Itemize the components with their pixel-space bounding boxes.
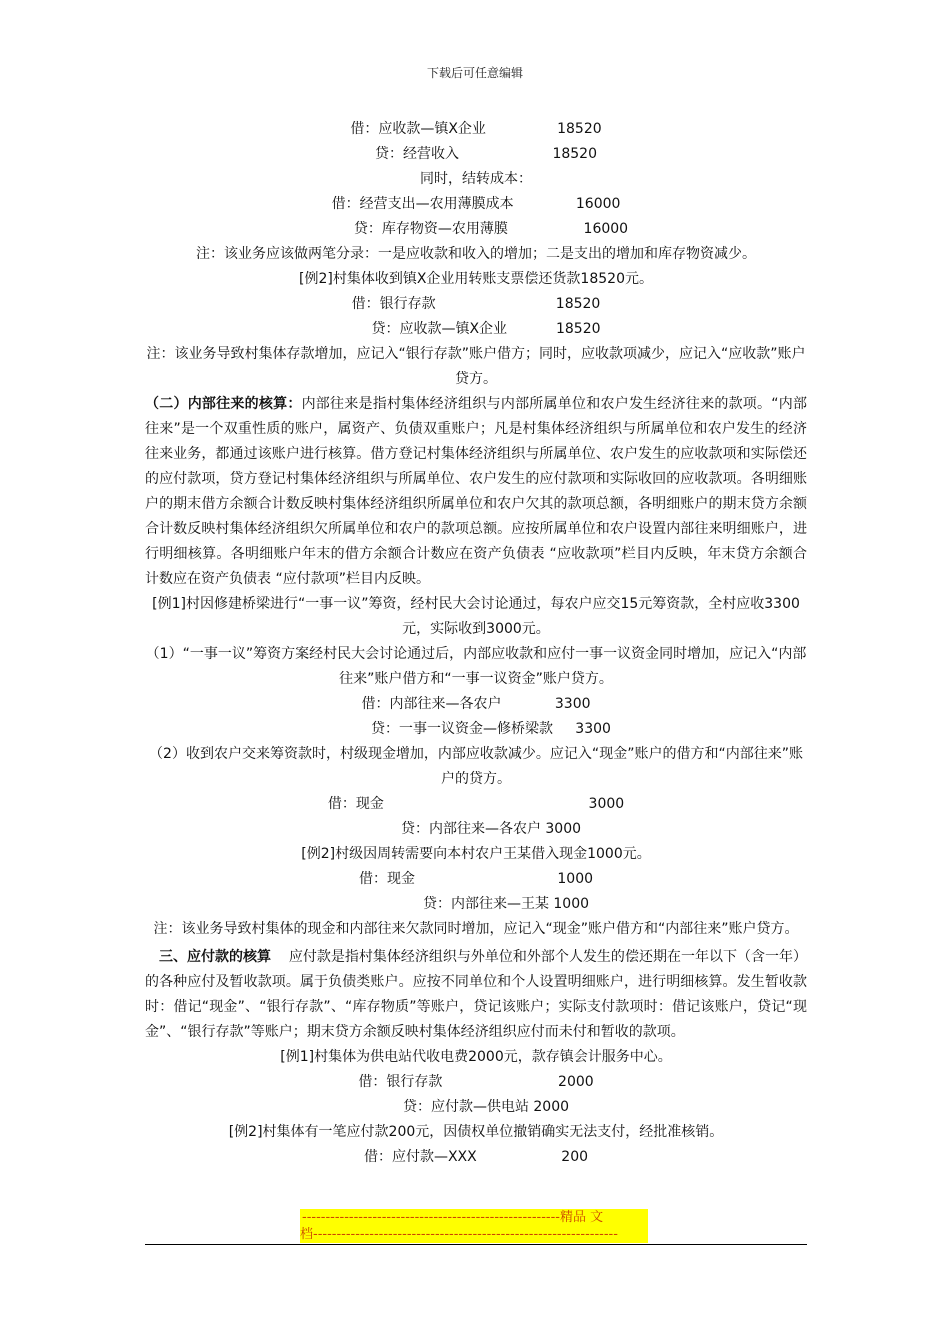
entry-line: 贷：经营收入 18520 — [375, 146, 597, 162]
footer-divider — [145, 1244, 807, 1245]
example-line: [例1]村集体为供电站代收电费2000元，款存镇会计服务中心。 — [280, 1049, 672, 1065]
example-line: [例2]村级因周转需要向本村农户王某借入现金1000元。 — [301, 846, 651, 862]
example-paragraph: [例1]村因修建桥梁进行“一事一议”筹资，经村民大会讨论通过，每农户应交15元筹资款，全村应收3300元，实际收到3000元。 — [152, 596, 800, 637]
step-paragraph: （1）“一事一议”筹资方案经村民大会讨论通过后，内部应收款和应付一事一议资金同时增加，应记入“内部往来”账户借方和“一事一议资金”账户贷方。 — [145, 646, 807, 687]
entry-line: 借：现金 3000 — [327, 796, 625, 812]
section-paragraph — [145, 392, 807, 592]
footer-line: 档----------------------------------------------------------------- — [300, 1227, 618, 1242]
entry-line: 借：经营支出—农用薄膜成本 16000 — [331, 196, 621, 212]
section-text: 内部往来是指村集体经济组织与内部所属单位和农户发生经济往来的款项。“内部往来”是一个双重性质的账户，属资产、负债双重账户；凡是村集体经济组织与所属单位和农户发生的经济往来业务，都通过该账户进行核算。借方登记村集体经济组织与所属单位、农户发生的应收款项和实际偿还的应付款项，贷方登记村集体经济组织与所属单位、农户发生的应付款项和实际收回的应收款项。各明细账户的期末借方余额合计数反映村集体经济组织所属单位和农户欠其的款项总额，各明细账户的期末贷方余额合计数反映村集体经济组织欠所属单位和农户的款项总额。应按所属单位和农户设置内部往来明细账户，进行明细核算。各明细账户年末的借方余额合计数应在资产负债表 “应收款项”栏目内反映，年末贷方余额合计数应在资产负债表 “应付款项”栏目内反映。 — [145, 396, 807, 587]
text-line: 同时，结转成本： — [420, 171, 532, 187]
entry-line: 借：应付款—XXX 200 — [363, 1149, 589, 1165]
entry-line: 贷：库存物资—农用薄膜 16000 — [353, 221, 629, 237]
step-paragraph: （2）收到农户交来筹资款时，村级现金增加，内部应收款减少。应记入“现金”账户的借方和“内部往来”账户的贷方。 — [149, 746, 803, 787]
entry-line: 贷：一事一议资金—修桥梁款 3300 — [371, 721, 611, 737]
entry-line: 借：银行存款 18520 — [351, 296, 601, 312]
entry-line: 借：应收款—镇X企业 18520 — [350, 121, 602, 137]
section-paragraph — [145, 945, 807, 1045]
entry-line: 贷：内部往来—各农户 3000 — [400, 821, 582, 837]
example-line: [例2]村集体收到镇X企业用转账支票偿还货款18520元。 — [299, 271, 653, 287]
note-paragraph: 注：该业务导致村集体的现金和内部往来欠款同时增加，应记入“现金”账户借方和“内部往来”账户贷方。 — [153, 921, 799, 937]
entry-line: 贷：应付款—供电站 2000 — [402, 1099, 570, 1115]
example-line: [例2]村集体有一笔应付款200元，因债权单位撤销确实无法支付，经批准核销。 — [228, 1124, 724, 1140]
document-body — [145, 117, 807, 1170]
entry-line: 借：内部往来—各农户 3300 — [361, 696, 591, 712]
note-paragraph: 注：该业务导致村集体存款增加，应记入“银行存款”账户借方；同时，应收款项减少，应记入“应收款”账户贷方。 — [146, 346, 806, 387]
entry-line: 贷：应收款—镇X企业 18520 — [371, 321, 601, 337]
section-title: （二）内部往来的核算： — [145, 396, 302, 412]
section-text: 应付款是指村集体经济组织与外单位和外部个人发生的偿还期在一年以下（含一年）的各种应付及暂收款项。属于负债类账户。应按不同单位和个人设置明细账户，进行明细核算。发生暂收款时：借记“现金”、“银行存款”、“库存物质”等账户，贷记该账户；实际支付款项时：借记该账户，贷记“现金”、“银行存款”等账户；期末贷方余额反映村集体经济组织应付而未付和暂收的款项。 — [145, 949, 807, 1040]
page-header: 下载后可任意编辑 — [426, 66, 523, 80]
entry-line: 借：银行存款 2000 — [358, 1074, 594, 1090]
entry-line: 贷：内部往来—王某 1000 — [422, 896, 590, 912]
note-line: 注：该业务应该做两笔分录：一是应收款和收入的增加；二是支出的增加和库存物资减少。 — [196, 246, 756, 262]
footer-line: -------------------------------------------------------精品 文 — [302, 1210, 604, 1225]
footer-watermark — [300, 1209, 648, 1243]
section-title: 三、应付款的核算 — [159, 949, 272, 965]
entry-line: 借：现金 1000 — [358, 871, 594, 887]
